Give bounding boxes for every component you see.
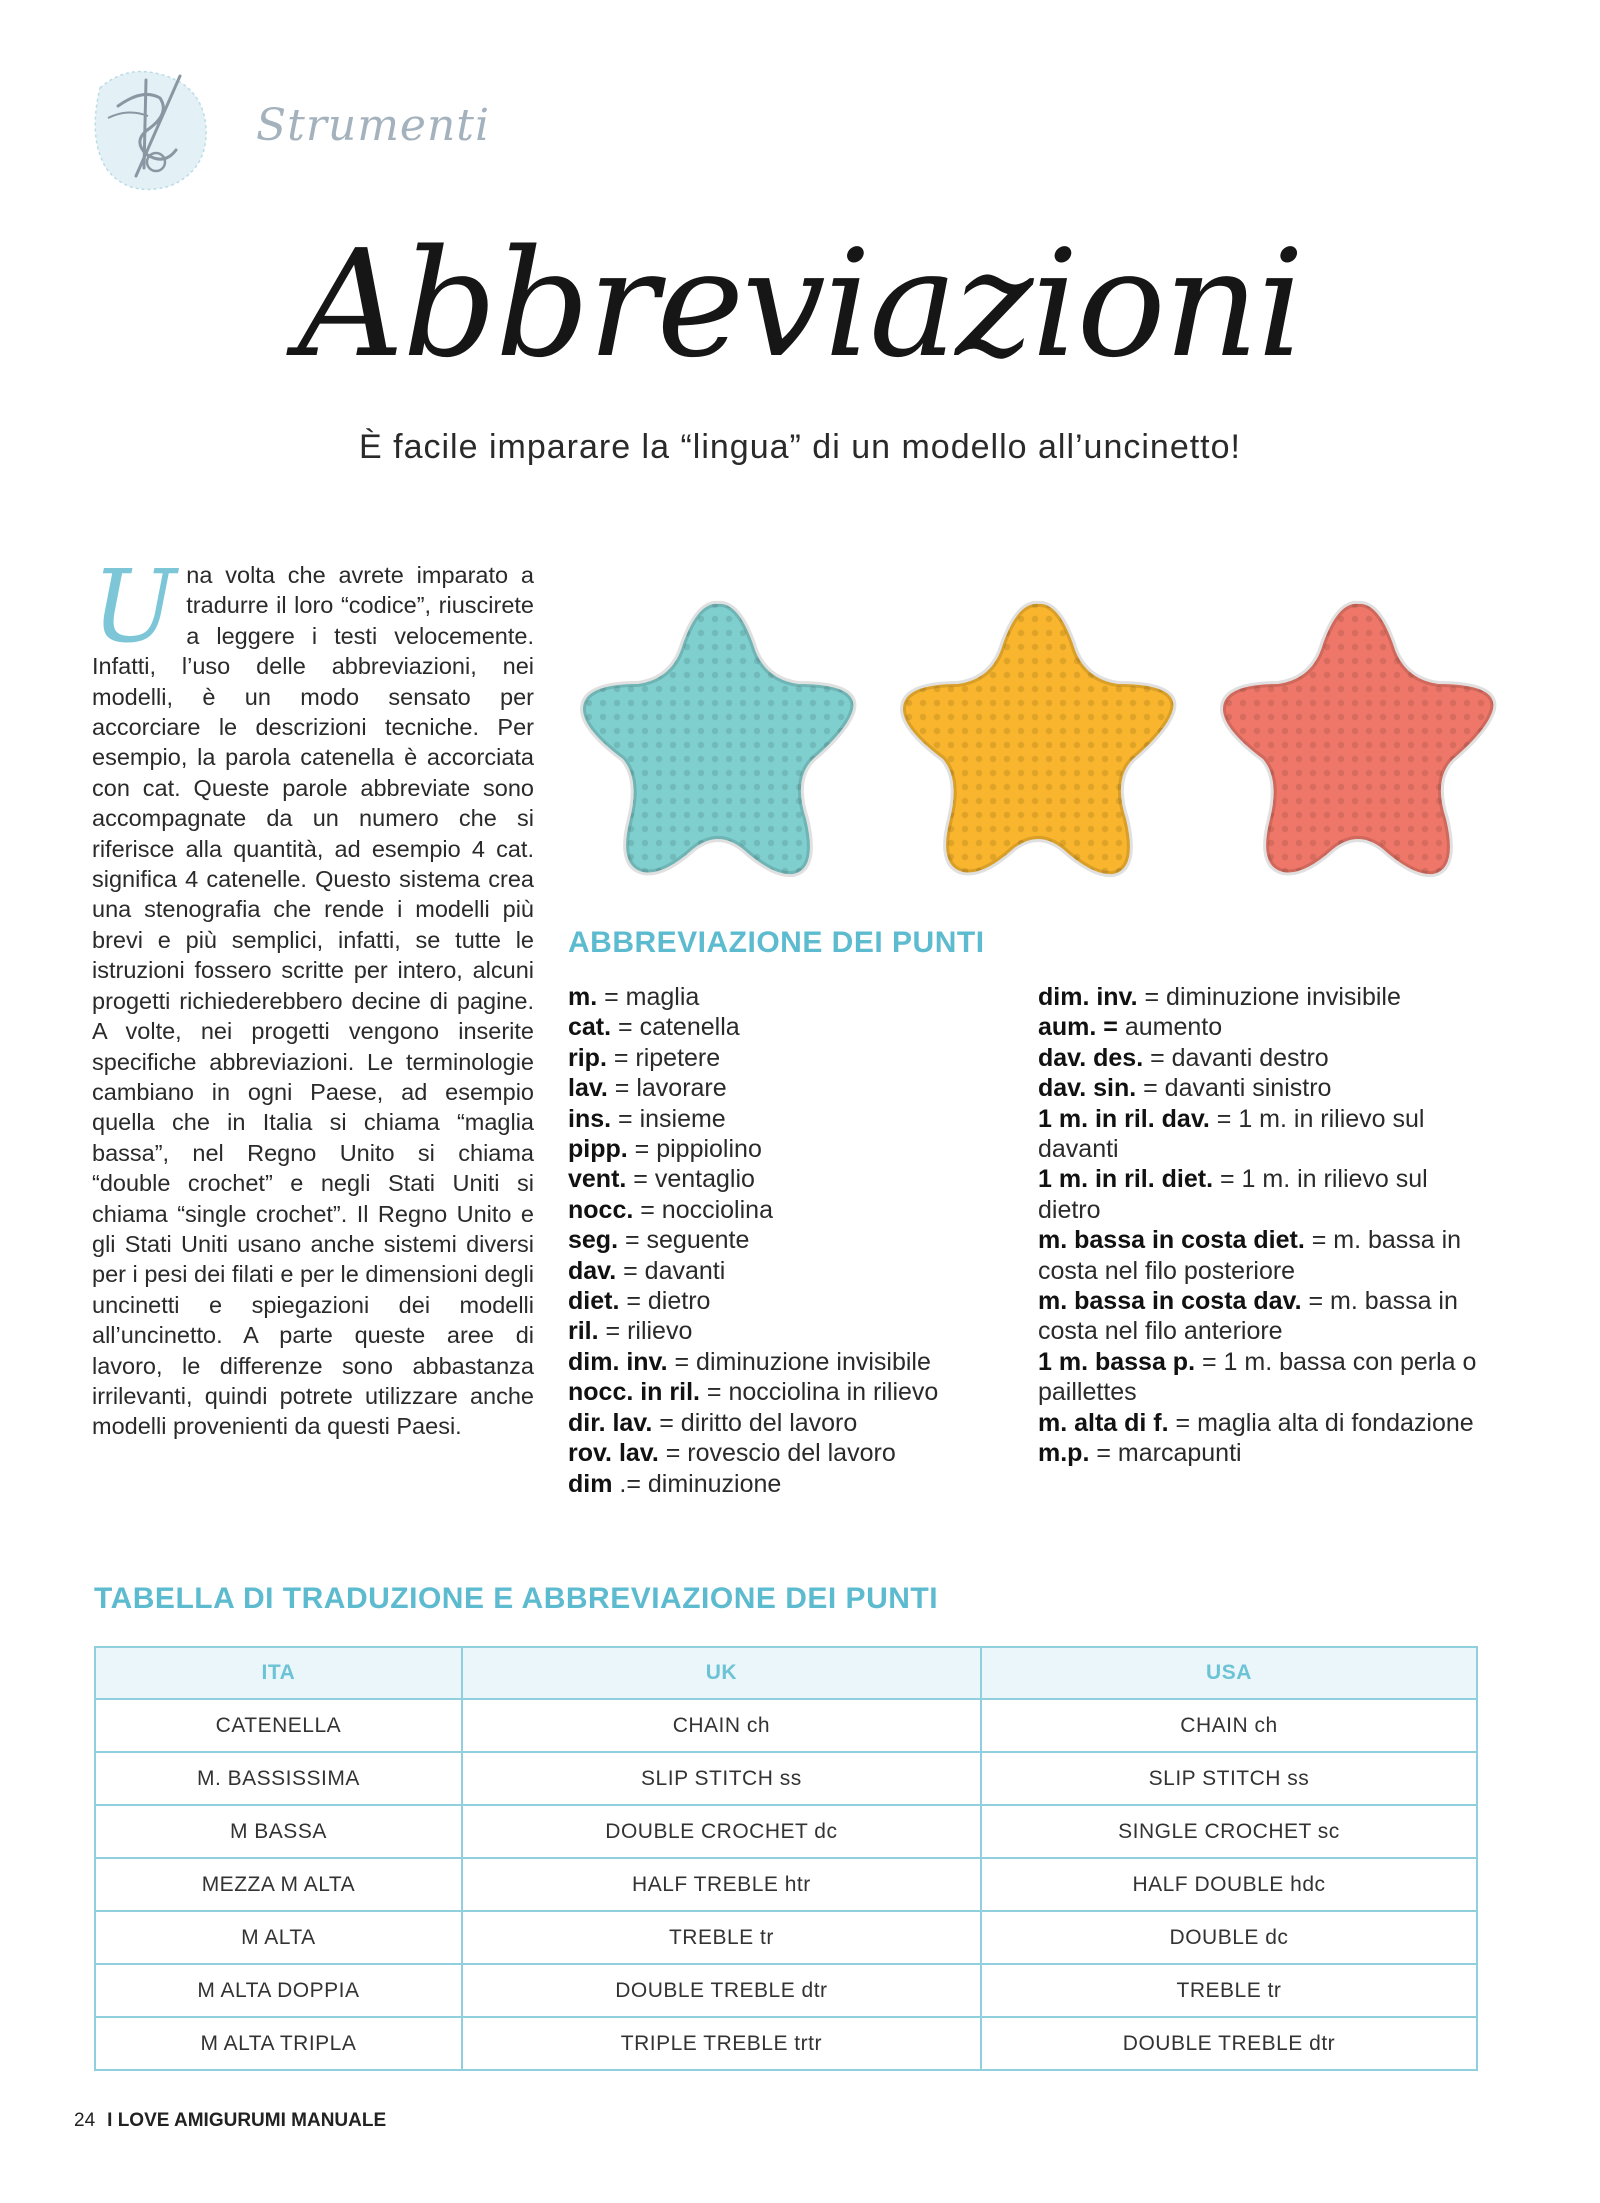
cell-usa: CHAIN ch [981,1699,1477,1752]
abbreviation-term: vent. [568,1165,627,1194]
cell-uk: TRIPLE TREBLE trtr [462,2017,981,2070]
abbreviation-term: dav. sin. [1038,1074,1137,1103]
abbreviations-column-1 [568,982,1008,1499]
abbreviation-definition: = 1 m. in rilievo sul dietro [1038,1165,1428,1224]
crochet-hook-logo-icon [88,58,218,198]
abbreviation-term: nocc. [568,1195,634,1224]
abbreviation-term: lav. [568,1074,608,1103]
drop-cap: U [92,548,177,665]
column-header-ita: ITA [95,1647,462,1699]
abbreviation-definition: = diritto del lavoro [652,1408,858,1437]
cell-usa: HALF DOUBLE hdc [981,1858,1477,1911]
cell-usa: TREBLE tr [981,1964,1477,2017]
table-row [95,1805,1477,1858]
abbreviation-term: m. alta di f. [1038,1408,1169,1437]
page-number: 24 [74,2110,96,2131]
intro-text-column [92,548,534,1442]
abbreviation-term: dim. inv. [1038,983,1138,1011]
cell-usa: SINGLE CROCHET sc [981,1805,1477,1858]
magazine-name: I LOVE AMIGURUMI MANUALE [107,2110,387,2131]
table-row [95,1911,1477,1964]
abbreviation-definition: = lavorare [607,1074,727,1103]
column-header-usa: USA [981,1647,1477,1699]
abbreviation-item [568,1043,1008,1073]
abbreviation-term: 1 m. in ril. dav. [1038,1104,1210,1133]
abbreviation-item [568,1469,1008,1499]
cell-ita: CATENELLA [95,1699,462,1752]
abbreviation-item [568,1104,1008,1134]
page-footer [74,2110,386,2132]
cell-usa: DOUBLE dc [981,1911,1477,1964]
abbreviation-item [1038,1408,1478,1438]
abbreviation-item [568,1012,1008,1042]
cell-uk: TREBLE tr [462,1911,981,1964]
intro-paragraph: na volta che avrete imparato a tradurre il loro “codice”, riuscirete a leggere i testi velocemente. Infatti, l’uso delle abbreviazioni, nei modelli, è un modo sensato per accorciare le descrizioni tecniche. Per esempio, la parola catenella è accorciata con cat. Queste parole abbreviate sono accompagnate da un numero che si riferisce alla quantità, ad esempio 4 cat. significa 4 catenelle. Questo sistema crea una stenografia che rende i modelli più brevi e più semplici, infatti, se tutte le istruzioni fossero scritte per intero, alcuni progetti richiederebbero decine di pagine. A volte, nei progetti vengono inserite specifiche abbreviazioni. Le terminologie cambiano in ogni Paese, ad esempio quella che in Italia si chiama “maglia bassa”, nel Regno Unito si chiama “double crochet” e negli Stati Uniti si chiama “single crochet”. Il Regno Unito e gli Stati Uniti usano anche sistemi diversi per i pesi dei filati e per le dimensioni degli uncinetti e spiegazioni dei modelli all’uncinetto. A parte queste aree di lavoro, le differenze sono abbastanza irrilevanti, quindi potrete utilizzare anche modelli provenienti da questi Paesi. [92,562,534,1440]
abbreviation-definition: = insieme [611,1104,726,1133]
abbreviation-term: dav. des. [1038,1043,1144,1072]
cell-usa: SLIP STITCH ss [981,1752,1477,1805]
abbreviation-definition: = dietro [619,1287,711,1316]
abbreviation-item [1038,1286,1478,1347]
abbreviation-definition: = ventaglio [626,1165,755,1194]
abbreviation-item [1038,982,1478,1012]
table-header-row [95,1647,1477,1699]
abbreviation-definition: .= diminuzione [612,1469,782,1498]
cell-ita: M ALTA [95,1911,462,1964]
abbreviation-item [568,1164,1008,1194]
abbreviation-definition: = catenella [611,1013,740,1042]
abbreviation-item [568,1195,1008,1225]
abbreviation-term: dav. [568,1256,617,1285]
abbreviation-definition: = 1 m. bassa con perla o paillettes [1038,1347,1477,1407]
abbreviation-item [1038,1012,1478,1042]
abbreviation-item [568,1408,1008,1438]
abbreviation-item [568,1377,1008,1407]
abbreviation-item [1038,1347,1478,1408]
abbreviation-definition: = ripetere [606,1043,721,1072]
abbreviation-term: seg. [568,1226,619,1255]
abbreviation-term: dir. lav. [568,1408,653,1437]
cell-uk: CHAIN ch [462,1699,981,1752]
abbreviation-definition: = nocciolina [633,1195,773,1224]
abbreviation-item [568,1347,1008,1377]
cell-ita: MEZZA M ALTA [95,1858,462,1911]
abbreviation-term: m. bassa in costa diet. [1038,1226,1305,1255]
table-row [95,1752,1477,1805]
abbreviation-definition: = 1 m. in rilievo sul davanti [1038,1104,1425,1164]
abbreviation-definition: = davanti sinistro [1136,1074,1332,1103]
abbreviation-definition: = rovescio del lavoro [658,1439,896,1468]
abbreviation-definition: = rilievo [598,1317,693,1346]
abbreviation-term: dim [568,1469,613,1498]
table-row [95,1964,1477,2017]
abbreviation-definition: = seguente [618,1226,750,1255]
blue-crochet-star-icon [583,604,853,874]
abbreviation-definition: = marcapunti [1089,1439,1242,1468]
section-name: Strumenti [256,100,491,151]
translation-table-heading: TABELLA DI TRADUZIONE E ABBREVIAZIONE DEI PUNTI [94,1582,939,1615]
table-row [95,2017,1477,2070]
abbreviation-item [1038,1043,1478,1073]
cell-uk: HALF TREBLE htr [462,1858,981,1911]
abbreviation-term: m. [568,983,598,1011]
abbreviation-definition: = nocciolina in rilievo [699,1378,939,1407]
abbreviation-term: m. bassa in costa dav. [1038,1287,1302,1316]
cell-ita: M ALTA DOPPIA [95,1964,462,2017]
cell-uk: DOUBLE TREBLE dtr [462,1964,981,2017]
abbreviation-term: diet. [568,1287,620,1316]
cell-ita: M BASSA [95,1805,462,1858]
abbreviation-item [1038,1225,1478,1286]
abbreviation-item [568,1286,1008,1316]
table-row [95,1699,1477,1752]
abbreviation-definition: = pippiolino [627,1135,762,1164]
abbreviation-item [1038,1104,1478,1165]
crochet-stars-photo [568,584,1528,894]
abbreviation-item [568,1438,1008,1468]
abbreviation-item [1038,1073,1478,1103]
cell-ita: M. BASSISSIMA [95,1752,462,1805]
abbreviation-term: dim. inv. [568,1347,668,1376]
abbreviations-column-2 [1038,982,1478,1469]
cell-usa: DOUBLE TREBLE dtr [981,2017,1477,2070]
abbreviation-term: 1 m. bassa p. [1038,1347,1196,1376]
abbreviation-term: 1 m. in ril. diet. [1038,1165,1214,1194]
abbreviation-item [568,1134,1008,1164]
abbreviation-item [1038,1438,1478,1468]
coral-crochet-star-icon [1223,604,1493,874]
abbreviation-definition: = m. bassa in costa nel filo anteriore [1038,1287,1458,1346]
abbreviation-term: rov. lav. [568,1439,659,1468]
abbreviation-item [1038,1164,1478,1225]
abbreviation-definition: = davanti [616,1256,726,1285]
abbreviation-term: aum. = [1038,1013,1118,1042]
cell-ita: M ALTA TRIPLA [95,2017,462,2070]
table-row [95,1858,1477,1911]
abbreviation-definition: = m. bassa in costa nel filo posteriore [1038,1226,1462,1285]
yellow-crochet-star-icon [903,604,1173,874]
abbreviation-term: ril. [568,1317,599,1346]
abbreviation-definition: = diminuzione invisibile [667,1347,931,1376]
abbreviations-heading: ABBREVIAZIONE DEI PUNTI [568,926,985,959]
abbreviation-term: ins. [568,1104,612,1133]
abbreviation-definition: = davanti destro [1143,1043,1329,1072]
abbreviation-item [568,1073,1008,1103]
translation-table [94,1646,1478,2071]
abbreviation-term: pipp. [568,1135,628,1164]
abbreviation-definition: = maglia [597,983,700,1011]
abbreviation-item [568,1225,1008,1255]
page-subtitle: È facile imparare la “lingua” di un modello all’uncinetto! [359,428,1241,466]
abbreviation-term: cat. [568,1013,612,1042]
abbreviation-definition: = diminuzione invisibile [1137,983,1401,1011]
cell-uk: DOUBLE CROCHET dc [462,1805,981,1858]
abbreviation-definition: aumento [1117,1013,1223,1042]
abbreviation-term: m.p. [1038,1439,1090,1468]
abbreviation-item [568,982,1008,1012]
cell-uk: SLIP STITCH ss [462,1752,981,1805]
abbreviation-definition: = maglia alta di fondazione [1168,1408,1474,1437]
abbreviation-term: nocc. in ril. [568,1378,700,1407]
page-title: Abbreviazioni [297,218,1303,390]
abbreviation-term: rip. [568,1043,607,1072]
abbreviation-item [568,1316,1008,1346]
column-header-uk: UK [462,1647,981,1699]
abbreviation-item [568,1256,1008,1286]
